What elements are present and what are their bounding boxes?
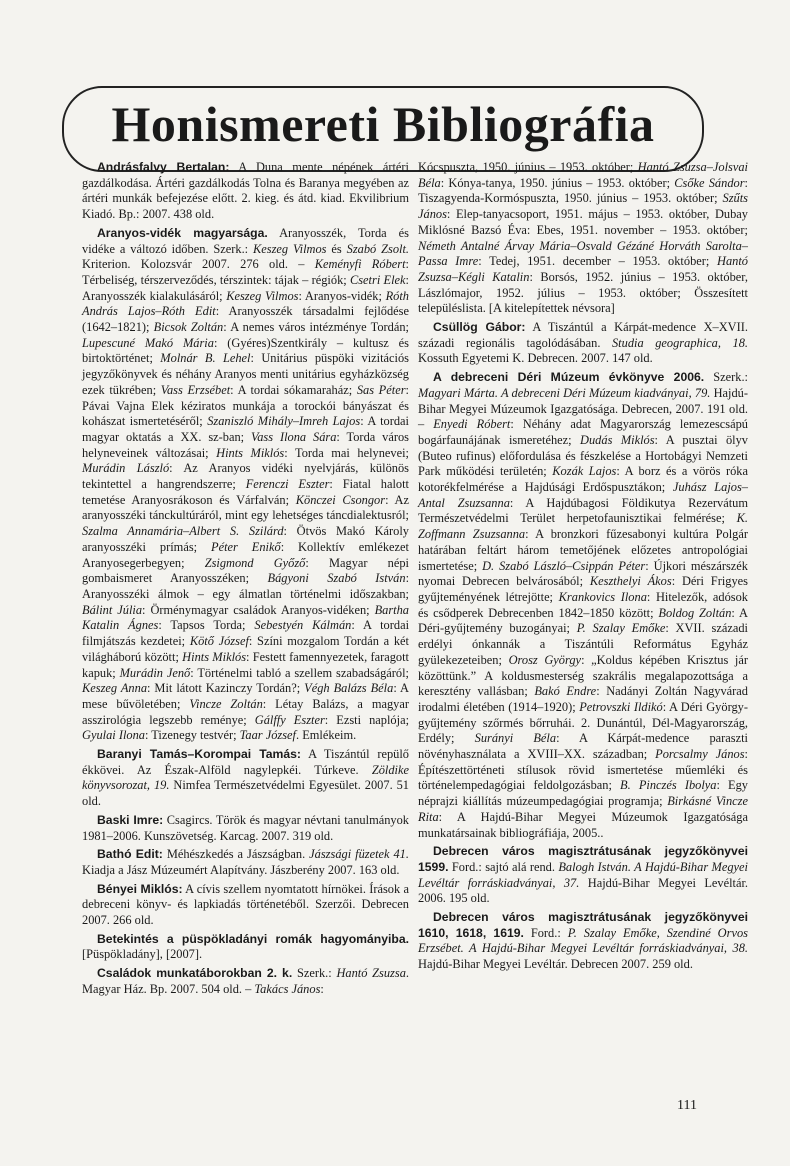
entry-text: A cívis szellem nyomtatott hírnökei. Írások a debreceni könyv- és lapkiadás történetéből. Szerzői. Debrecen 2007. 266 old. xyxy=(82,881,409,928)
entry-italic-text: D. Szabó László–Csippán Péter xyxy=(482,558,646,573)
entry-text: : A borz és a vörös róka kotorékfelmérése a Hajdúsági Erdőspusztákon; xyxy=(418,464,748,495)
entry-italic-text: Murádin László xyxy=(82,461,170,476)
entry-text: . Magyar Ház. Bp. 2007. 504 old. – xyxy=(82,966,409,996)
entry-text: Hajdú-Bihar Megyei Levéltár. 2006. 195 old. xyxy=(418,875,749,906)
bibliography-entry-jegyzokonyv-1599 xyxy=(418,844,748,907)
bibliography-entry-baranyi xyxy=(82,747,409,810)
entry-text: : Történelmi tabló a szellem szabadságáról; xyxy=(190,665,409,680)
entry-italic-text: Dudás Miklós xyxy=(580,432,655,447)
entry-text: : Aranyosszék társadalmi fejlődése (1642–1821); xyxy=(82,304,409,335)
bibliography-entry-aranyos xyxy=(82,226,409,744)
entry-text: A Tiszántúl a Kárpát-medence X–XVII. századi regionális tagolódásában. xyxy=(418,320,748,350)
entry-text: : Festett famennyezetek, faragott kapuk; xyxy=(82,649,410,680)
entry-text: : A Déri György-gyűjtemény szőrmés bőrruhái. 2. Dunántúl, Dél-Magyarország, Erdély; xyxy=(418,699,748,746)
entry-italic-text: B. Pinczés Ibolya xyxy=(620,778,717,793)
entry-italic-text: Ferenczi Eszter xyxy=(245,477,330,492)
page-title: Honismereti Bibliográfia xyxy=(111,96,655,152)
entry-heading: Családok munkatáborokban 2. k. xyxy=(97,966,293,981)
entry-text: [Püspökladány], [2007]. xyxy=(82,947,203,962)
entry-text: : Kollektív emlékezet Aranyosegerbegyen; xyxy=(82,539,409,570)
entry-italic-text: Jászsági füzetek 41. xyxy=(309,847,409,862)
entry-italic-text: Boldog Zoltán xyxy=(658,605,732,620)
entry-italic-text: Keszeg Anna xyxy=(82,681,148,696)
entry-text: : Torda város helyneveinek változásai; xyxy=(82,429,409,460)
bibliography-entry-benyei xyxy=(82,882,409,929)
entry-italic-text: Birkásné Vincze Rita xyxy=(418,794,749,824)
entry-italic-text: Szabó Zsolt. xyxy=(346,241,410,256)
entry-text: : Aranyos-vidék; xyxy=(298,288,386,303)
entry-italic-text: Keszeg Vilmos xyxy=(253,241,327,256)
entry-text: : Létay Balázs, a magyar asszirológia legszebb reménye; xyxy=(82,696,409,727)
entry-italic-text: Szaniszló Mihály–Imreh Lajos xyxy=(207,414,361,429)
entry-text: : Borsós, 1952. június – 1953. október, Lászlómajor, 1952. július – 1953. október; Összesített településlista. [A kitelepítettek névsora] xyxy=(418,269,748,316)
entry-text: A Tiszántúl repülő ékkövei. Az Észak-Alföld nagylepkéi. Túrkeve. xyxy=(82,747,409,777)
entry-text: : Unitárius püspöki vizitációs jegyzőkönyvek és néhány Aranyos menti unitárius egyházközség ezek tükrében; xyxy=(82,351,409,397)
entry-italic-text: P. Szalay Emőke, Szendiné Orvos Erzsébet. A Hajdú-Bihar Megyei Levéltár forráskiadványai, 38. xyxy=(418,925,748,956)
entry-text: : Az aranyosszéki tánckultúráról, mint egy lehetséges táncdialektusról; xyxy=(82,492,409,523)
entry-text: : Mit látott Kazinczy Tordán?; xyxy=(147,681,305,696)
entry-italic-text: Sas Péter xyxy=(356,382,406,397)
entry-italic-text: Bágyoni Szabó István xyxy=(267,571,406,586)
entry-text: : Tapsos Torda; xyxy=(158,618,255,633)
entry-italic-text: Hantó Zsuzsa xyxy=(336,966,406,981)
entry-text: A Duna mente népének ártéri gazdálkodása. Ártéri gazdálkodás Tolna és Baranya megyében az ártéri munkák befejezése előtt. 2. kieg. és átd. kiad. Ekvilibrium Kiadó. Bp.: 2007. 438 old. xyxy=(82,160,409,222)
bibliography-entry-betekintes xyxy=(82,932,409,963)
entry-text: : Pávai Vajna Elek kéziratos munkája a torockói bányászat és kohászat ismertetéséről; xyxy=(82,382,409,429)
entry-italic-text: Végh Balázs Béla xyxy=(304,681,394,696)
entry-text: : (Gyéres)Szentkirály – kultusz és birtoktörténet; xyxy=(82,335,409,366)
entry-text: és xyxy=(326,241,347,256)
entry-italic-text: Csetri Elek xyxy=(349,272,406,287)
entry-text: : A bronzkori fűzesabonyi kultúra Polgár határában feltárt három temetőjének előzetes antropológiai ismertetése; xyxy=(418,527,749,573)
entry-italic-text: Molnár B. Lehel xyxy=(160,351,251,366)
entry-heading: Baranyi Tamás–Korompai Tamás: xyxy=(97,747,301,762)
entry-text: : A Kárpát-medence paraszti növényhasználata a XVIII–XX. században; xyxy=(418,731,748,762)
entry-heading: Debrecen város magisztrátusának jegyzőkönyvei 1599. xyxy=(418,844,748,874)
entry-text: : xyxy=(320,981,324,996)
entry-heading: Bathó Edit: xyxy=(97,847,163,862)
entry-text: : Kónya-tanya, 1950. június – 1953. október; xyxy=(440,175,675,190)
bibliography-entry-jegyzokonyv-1610 xyxy=(418,910,748,973)
entry-text: : Magyar népi gombaismeret Aranyosszéken; xyxy=(82,555,409,586)
entry-text: : Tizenegy testvér; xyxy=(144,728,240,743)
entry-text: Kiadja a Jász Múzeumért Alapítvány. Jászberény 2007. 163 old. xyxy=(82,862,400,877)
entry-italic-text: Szűts János xyxy=(418,191,748,222)
bibliography-entry-csaladok xyxy=(82,966,409,997)
entry-italic-text: Németh Antalné Árvay Mária–Osvald Gézáné Horváth Sarolta–Passa Imre xyxy=(418,238,748,269)
bibliography-entry-csullog xyxy=(418,320,748,367)
entry-italic-text: Kötő József xyxy=(189,634,249,649)
bibliography-entry-batho xyxy=(82,847,409,878)
entry-italic-text: Magyari Márta. A debreceni Déri Múzeum kiadványai, 79. xyxy=(418,385,711,400)
entry-text: : A pusztai ölyv (Buteo rufinus) előfordulása és fészkelése a Hortobágyi Nemzeti Park működési területén; xyxy=(418,432,748,479)
entry-italic-text: Keményfi Róbert xyxy=(314,257,406,272)
entry-text: Hajdú-Bihar Megyei Múzeumok Igazgatósága. Debrecen, 2007. 191 old. – xyxy=(418,385,748,432)
entry-text: : Újkori mészárszék nyomai Debrecen belvárosából; xyxy=(418,558,748,589)
entry-italic-text: Bakó Endre xyxy=(534,684,597,699)
entry-text: : Ötvös Makó Károly aranyosszéki prímás; xyxy=(82,524,409,554)
entry-italic-text: Taar József xyxy=(239,728,296,743)
entry-italic-text: Bálint Júlia xyxy=(82,602,143,617)
entry-italic-text: Zöldike könyvsorozat, 19. xyxy=(82,762,409,793)
entry-text: : A tordai sókamaraház; xyxy=(230,382,357,397)
entry-italic-text: Lupescuné Makó Mária xyxy=(82,335,214,350)
entry-text: Hajdú-Bihar Megyei Levéltár. Debrecen 2007. 259 old. xyxy=(418,957,693,972)
entry-italic-text: Zsigmond Győző xyxy=(204,555,306,570)
entry-text: : Aranyosszék kialakulásáról; xyxy=(82,272,409,303)
entry-italic-text: Keszthelyi Ákos xyxy=(589,574,672,589)
entry-italic-text: Krankovics Ilona xyxy=(558,589,647,604)
entry-italic-text: Takács János xyxy=(254,981,321,996)
entry-italic-text: Vass Erzsébet xyxy=(160,382,231,397)
entry-text: Szerk.: xyxy=(292,966,337,981)
entry-italic-text: Bartha Katalin Ágnes xyxy=(82,602,409,633)
entry-text: . Emlékeim. xyxy=(296,728,357,743)
entry-italic-text: Bicsok Zoltán xyxy=(153,320,224,335)
entry-text: : Hitelezők, adósok és csődperek Debrecenben 1842–1850 között; xyxy=(418,589,748,620)
entry-text: : A Déri-gyűjtemény buzogányai; xyxy=(418,605,748,636)
entry-heading: A debreceni Déri Múzeum évkönyve 2006. xyxy=(433,370,705,385)
entry-text: : Aranyosszéki álmok – egy álmatlan történelmi időszakban; xyxy=(82,571,410,601)
entry-italic-text: Balogh István. A Hajdú-Bihar Megyei Levéltár forráskiadványai, 37. xyxy=(418,859,748,890)
entry-heading: Debrecen város magisztrátusának jegyzőkönyvei 1610, 1618, 1619. xyxy=(418,910,748,940)
entry-text: : Színi mozgalom Tordán a két világháború között; xyxy=(82,634,409,664)
entry-text: Ford.: sajtó alá rend. xyxy=(448,859,559,874)
entry-italic-text: Hantó Zsuzsa–Jolsvai Béla xyxy=(418,160,748,190)
entry-text: : Térbeliség, térszerveződés, térszintek: tájak – régiók; xyxy=(82,257,409,287)
entry-heading: Csüllög Gábor: xyxy=(433,320,526,335)
entry-italic-text: Petrovszki Ildikó xyxy=(579,699,663,714)
entry-italic-text: Sebestyén Kálmán xyxy=(254,618,352,633)
bibliography-entry-andrasfalvy xyxy=(82,160,409,223)
entry-italic-text: Studia geographica, 18. xyxy=(611,335,748,350)
entry-italic-text: Orosz György xyxy=(508,652,582,667)
entry-italic-text: Gálffy Eszter xyxy=(254,712,325,727)
entry-text: : XVII. századi erdélyi ónkannák a Tiszántúli Református Egyház gyülekezeteiben; xyxy=(418,621,748,667)
entry-text: : Tiszagyenda-Kormóspuszta, 1950. június – 1953. október; xyxy=(418,175,748,206)
bibliography-entry-deri xyxy=(418,370,748,841)
entry-italic-text: Kozák Lajos xyxy=(552,464,617,479)
entry-text: : Egy néprajzi kiállítás múzeumpedagógiai programja; xyxy=(418,778,748,809)
entry-text: Kriterion. Kolozsvár 2007. 276 old. – xyxy=(82,257,315,272)
entry-italic-text: P. Szalay Emőke xyxy=(576,621,666,636)
entry-heading: Andrásfalvy Bertalan: xyxy=(97,160,230,174)
entry-text: : Ezsti naplója; xyxy=(324,712,410,727)
entry-italic-text: Hints Miklós xyxy=(182,649,247,664)
entry-italic-text: Gyulai Ilona xyxy=(82,728,145,743)
bibliography-entry-csaladok-folyt xyxy=(418,160,748,317)
entry-italic-text: Porcsalmy János xyxy=(655,747,745,762)
entry-text: : Déri Frigyes gyűjteményének létrejötte; xyxy=(418,574,748,604)
entry-text: Kossuth Egyetemi K. Debrecen. 2007. 147 old. xyxy=(418,351,653,366)
entry-text: : Elep-tanyacsoport, 1951. május – 1953. október, Dubay Miklósné Bazsó Éva: Ebes, 1951. november – 1953. október; xyxy=(418,207,748,237)
entry-italic-text: Csőke Sándor xyxy=(674,175,745,190)
entry-italic-text: Hints Miklós xyxy=(216,445,285,460)
entry-italic-text: Vincze Zoltán xyxy=(189,696,263,711)
entry-italic-text: Murádin Jenő xyxy=(119,665,191,680)
entry-italic-text: Péter Enikő xyxy=(211,539,281,554)
entry-text: : Örménymagyar családok Aranyos-vidéken; xyxy=(142,602,375,617)
entry-text: : Az Aranyos vidéki nyelvjárás, különös tekintettel a hangrendszerre; xyxy=(82,461,409,492)
left-column xyxy=(82,160,409,1001)
entry-italic-text: Róth András Lajos–Róth Edit xyxy=(82,288,409,319)
entry-text: Szerk.: xyxy=(704,370,748,385)
entry-italic-text: Hantó Zsuzsa–Kégli Katalin xyxy=(418,254,748,284)
entry-italic-text: Szalma Annamária–Albert S. Szilárd xyxy=(82,524,284,539)
entry-text: : A tordai magyar oktatás a XX. sz-ban; xyxy=(82,414,409,444)
entry-italic-text: Enyedi Róbert xyxy=(433,417,511,432)
entry-text: : A Hajdúbagosi Földikutya Rezervátum Természetvédelmi Terület herpetofaunisztikai felmérése; xyxy=(418,495,748,526)
entry-text: : Néhány adat Magyarország lemezescsápú bogárfaunájának ismeretéhez; xyxy=(418,417,748,447)
entry-heading: Betekintés a püspökladányi romák hagyományiba. xyxy=(97,931,409,946)
entry-text: : Fiatal halott temetése Aranyosrákoson és Várfalván; xyxy=(82,477,409,507)
entry-italic-text: Juhász Lajos–Antal Zsuzsanna xyxy=(418,480,748,510)
entry-text: : Építészettörténeti stílusok rövid ismertetése műemléki és történelempedagógiai feldolgozásban; xyxy=(418,747,748,793)
entry-text: : „Koldus képében Krisztus jár közöttünk.” A koldusmesterség szakrális megalapozottsága a keresztény vallásban; xyxy=(418,652,748,699)
entry-text: Méhészkedés a Jászságban. xyxy=(162,847,310,862)
entry-text: Ford.: xyxy=(523,925,568,940)
entry-italic-text: Surányi Béla xyxy=(474,731,557,746)
entry-text: : A tordai filmjátszás kezdetei; xyxy=(82,618,410,649)
entry-italic-text: Keszeg Vilmos xyxy=(226,288,299,303)
entry-italic-text: K. Zoffmann Zsuzsanna xyxy=(418,511,748,542)
entry-italic-text: Vass Ilona Sára xyxy=(251,429,337,444)
entry-text: : A mese bűvöletében; xyxy=(82,681,409,711)
entry-heading: Baski Imre: xyxy=(97,812,164,827)
entry-text: Aranyosszék, Torda és vidéke a változó időben. Szerk.: xyxy=(82,225,409,256)
entry-text: Nimfea Természetvédelmi Egyesület. 2007. 51 old. xyxy=(82,778,410,809)
entry-text: : Torda mai helynevei; xyxy=(284,445,410,460)
entry-text: Kócspuszta, 1950. június – 1953. október; xyxy=(418,160,638,174)
entry-text: : Tedej, 1951. december – 1953. október; xyxy=(478,254,718,269)
entry-heading: Aranyos-vidék magyarsága. xyxy=(97,225,268,240)
page-number: 111 xyxy=(677,1098,697,1113)
entry-italic-text: Könczei Csongor xyxy=(295,492,386,507)
entry-text: : Nadányi Zoltán Nagyvárad irodalmi életében (1914–1920); xyxy=(418,684,748,714)
bibliography-entry-baski xyxy=(82,813,409,844)
entry-heading: Bényei Miklós: xyxy=(97,881,183,896)
right-column xyxy=(418,160,748,976)
entry-text: : A nemes város intézménye Tordán; xyxy=(223,320,409,335)
entry-text: : A Hajdú-Bihar Megyei Múzeumok Igazgatósága munkatársainak bibliográfiája, 2005.. xyxy=(418,809,748,840)
entry-text: Csagircs. Török és magyar névtani tanulmányok 1981–2006. Kunszövetség. Karcag. 2007. 319 old. xyxy=(82,812,409,843)
